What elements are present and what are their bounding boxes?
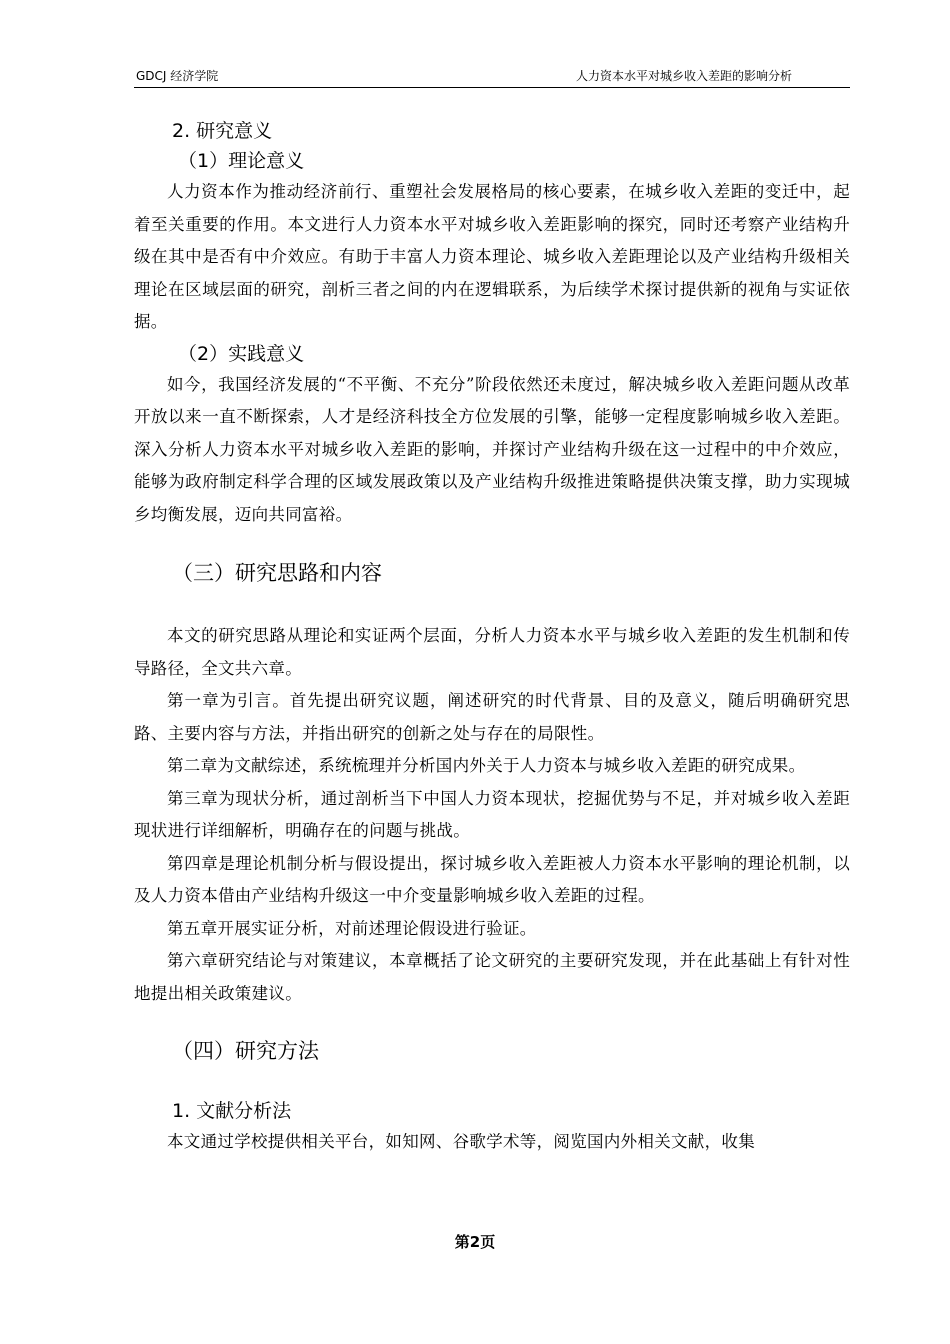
header-paper-title: 人力资本水平对城乡收入差距的影响分析 — [575, 69, 792, 83]
research-methods-heading: （四）研究方法 — [172, 1039, 319, 1063]
literature-analysis-paragraph: 本文通过学校提供相关平台，如知网、谷歌学术等，阅览国内外相关文献，收集 — [167, 1132, 755, 1151]
chapter-six-paragraph: 第六章研究结论与对策建议，本章概括了论文研究的主要研究发现，并在此基础上有针对性地提出相关政策建议。 — [134, 951, 850, 1003]
chapter-five-paragraph: 第五章开展实证分析，对前述理论假设进行验证。 — [167, 918, 537, 938]
theory-significance-heading: （1）理论意义 — [178, 150, 305, 172]
literature-analysis-heading: 1. 文献分析法 — [172, 1100, 292, 1122]
chapter-four-paragraph: 第四章是理论机制分析与假设提出，探讨城乡收入差距被人力资本水平影响的理论机制，以及人力资本借由产业结构升级这一中介变量影响城乡收入差距的过程。 — [134, 853, 850, 905]
practice-significance-paragraph: 如今，我国经济发展的“不平衡、不充分”阶段依然还未度过，解决城乡收入差距问题从改革开放以来一直不断探索，人才是经济科技全方位发展的引擎，能够一定程度影响城乡收入差距。深入分析人力资本水平对城乡收入差距的影响，并探讨产业结构升级在这一过程中的中介效应，能够为政府制定科学合理的区域发展政策以及产业结构升级推进策略提供决策支撑，助力实现城乡均衡发展，迈向共同富裕。 — [134, 374, 850, 524]
approach-paragraph: 本文的研究思路从理论和实证两个层面，分析人力资本水平与城乡收入差距的发生机制和传导路径，全文共六章。 — [134, 626, 850, 678]
practice-significance-heading: （2）实践意义 — [178, 342, 305, 365]
chapter-three-paragraph: 第三章为现状分析，通过剖析当下中国人力资本现状，挖掘优势与不足，并对城乡收入差距现状进行详细解析，明确存在的问题与挑战。 — [134, 788, 850, 840]
research-significance-heading: 2. 研究意义 — [172, 120, 273, 142]
page-number: 第2页 — [454, 1233, 496, 1251]
page-header — [134, 67, 850, 88]
page-content — [134, 116, 850, 1159]
header-school: GDCJ 经济学院 — [136, 69, 219, 83]
research-approach-heading: （三）研究思路和内容 — [172, 561, 382, 585]
theory-significance-paragraph: 人力资本作为推动经济前行、重塑社会发展格局的核心要素，在城乡收入差距的变迁中，起着至关重要的作用。本文进行人力资本水平对城乡收入差距影响的探究，同时还考察产业结构升级在其中是否有中介效应。有助于丰富人力资本理论、城乡收入差距理论以及产业结构升级相关理论在区域层面的研究，剖析三者之间的内在逻辑联系，为后续学术探讨提供新的视角与实证依据。 — [134, 182, 850, 331]
chapter-two-paragraph: 第二章为文献综述，系统梳理并分析国内外关于人力资本与城乡收入差距的研究成果。 — [167, 756, 806, 775]
chapter-one-paragraph: 第一章为引言。首先提出研究议题，阐述研究的时代背景、目的及意义，随后明确研究思路、主要内容与方法，并指出研究的创新之处与存在的局限性。 — [134, 691, 850, 743]
